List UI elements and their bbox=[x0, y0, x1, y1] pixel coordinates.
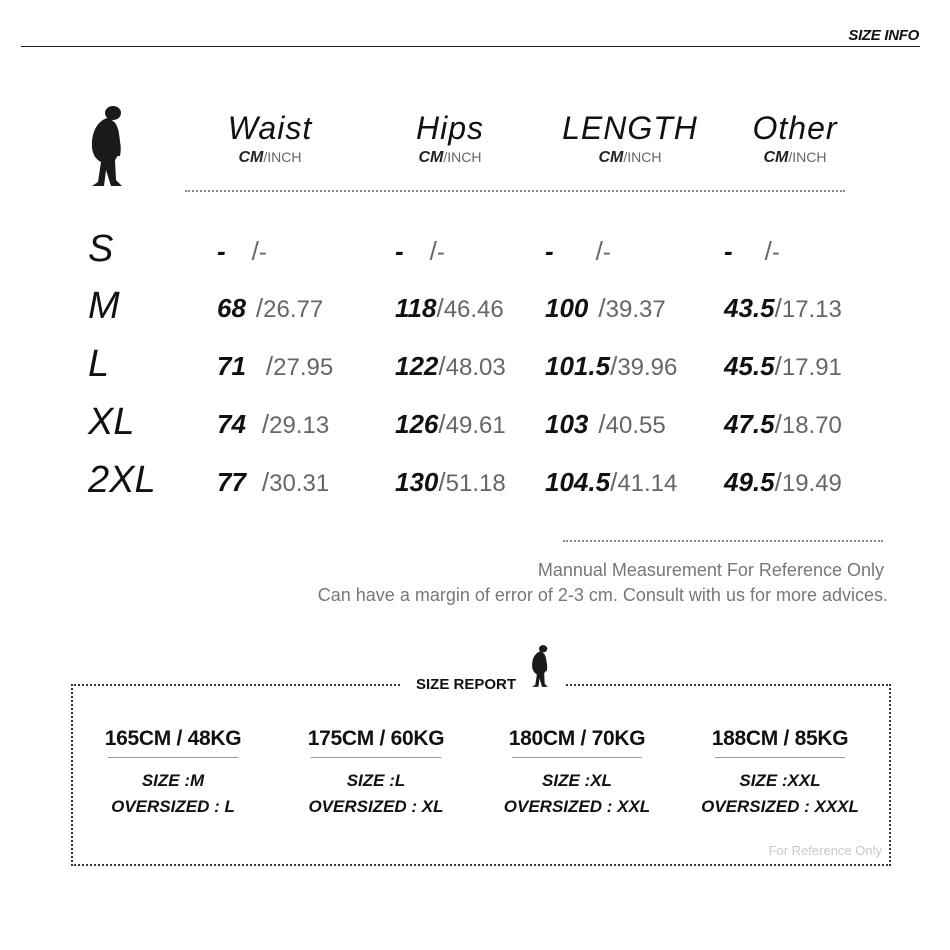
margin-note: Can have a margin of error of 2-3 cm. Consult with us for more advices. bbox=[317, 585, 888, 605]
table-cell: 45.5/17.91 bbox=[724, 351, 842, 381]
column-name: LENGTH bbox=[562, 110, 698, 146]
monkey-silhouette-icon bbox=[84, 104, 130, 188]
table-cell: - /- bbox=[724, 236, 780, 266]
table-cell: 104.5/41.14 bbox=[545, 467, 678, 497]
height-weight: 188CM / 85KG bbox=[711, 727, 849, 750]
entry-divider bbox=[311, 757, 441, 758]
column-header-other bbox=[725, 110, 865, 167]
table-cell: - /- bbox=[545, 236, 611, 266]
height-weight: 165CM / 48KG bbox=[104, 727, 242, 750]
size-report-title: SIZE REPORT bbox=[416, 676, 517, 693]
column-unit: CM/INCH bbox=[763, 149, 827, 166]
size-label: XL bbox=[88, 401, 135, 443]
reference-note: Mannual Measurement For Reference Only bbox=[537, 560, 884, 580]
recommended-size: SIZE :XXL bbox=[739, 771, 821, 790]
column-unit: CM/INCH bbox=[598, 149, 662, 166]
notes-dotted-divider bbox=[563, 540, 883, 542]
table-cell: 118/46.46 bbox=[395, 293, 504, 323]
oversized-size: OVERSIZED : XL bbox=[308, 797, 444, 816]
header-dotted-divider bbox=[185, 190, 845, 192]
column-name: Waist bbox=[227, 110, 313, 146]
size-report-entry bbox=[276, 727, 476, 820]
size-label: 2XL bbox=[88, 459, 156, 501]
table-cell: 49.5/19.49 bbox=[724, 467, 842, 497]
height-weight: 175CM / 60KG bbox=[307, 727, 445, 750]
monkey-silhouette-icon bbox=[528, 642, 552, 690]
oversized-size: OVERSIZED : XXXL bbox=[701, 797, 859, 816]
table-cell: 101.5/39.96 bbox=[545, 351, 678, 381]
table-cell: 68 /26.77 bbox=[217, 293, 324, 323]
header-title: SIZE INFO bbox=[848, 27, 919, 44]
size-label: L bbox=[88, 343, 110, 385]
size-report-entry bbox=[73, 727, 273, 820]
column-name: Hips bbox=[415, 110, 484, 146]
size-report-entry bbox=[680, 727, 880, 820]
report-footnote: For Reference Only bbox=[768, 843, 882, 858]
header-divider bbox=[21, 46, 920, 47]
table-cell: 130/51.18 bbox=[395, 467, 506, 497]
table-cell: 47.5/18.70 bbox=[724, 409, 842, 439]
column-header-length bbox=[550, 110, 710, 167]
recommended-size: SIZE :XL bbox=[542, 771, 612, 790]
size-report-entry bbox=[477, 727, 677, 820]
table-cell: 100 /39.37 bbox=[545, 293, 666, 323]
recommended-size: SIZE :M bbox=[141, 771, 205, 790]
table-cell: 71 /27.95 bbox=[217, 351, 334, 381]
entry-divider bbox=[512, 757, 642, 758]
column-name: Other bbox=[752, 110, 838, 146]
column-header-hips bbox=[380, 110, 520, 167]
oversized-size: OVERSIZED : L bbox=[111, 797, 235, 816]
table-cell: 126/49.61 bbox=[395, 409, 506, 439]
size-label: M bbox=[88, 285, 120, 327]
height-weight: 180CM / 70KG bbox=[508, 727, 646, 750]
column-header-waist bbox=[200, 110, 340, 167]
table-cell: 43.5/17.13 bbox=[724, 293, 842, 323]
size-label: S bbox=[88, 228, 114, 270]
table-cell: 77 /30.31 bbox=[217, 467, 330, 497]
table-cell: - /- bbox=[217, 236, 267, 266]
oversized-size: OVERSIZED : XXL bbox=[503, 797, 651, 816]
entry-divider bbox=[108, 757, 238, 758]
recommended-size: SIZE :L bbox=[346, 771, 406, 790]
column-unit: CM/INCH bbox=[418, 149, 482, 166]
table-cell: 122/48.03 bbox=[395, 351, 506, 381]
table-cell: 74 /29.13 bbox=[217, 409, 330, 439]
column-unit: CM/INCH bbox=[238, 149, 302, 166]
table-cell: 103 /40.55 bbox=[545, 409, 666, 439]
entry-divider bbox=[715, 757, 845, 758]
table-cell: - /- bbox=[395, 236, 445, 266]
